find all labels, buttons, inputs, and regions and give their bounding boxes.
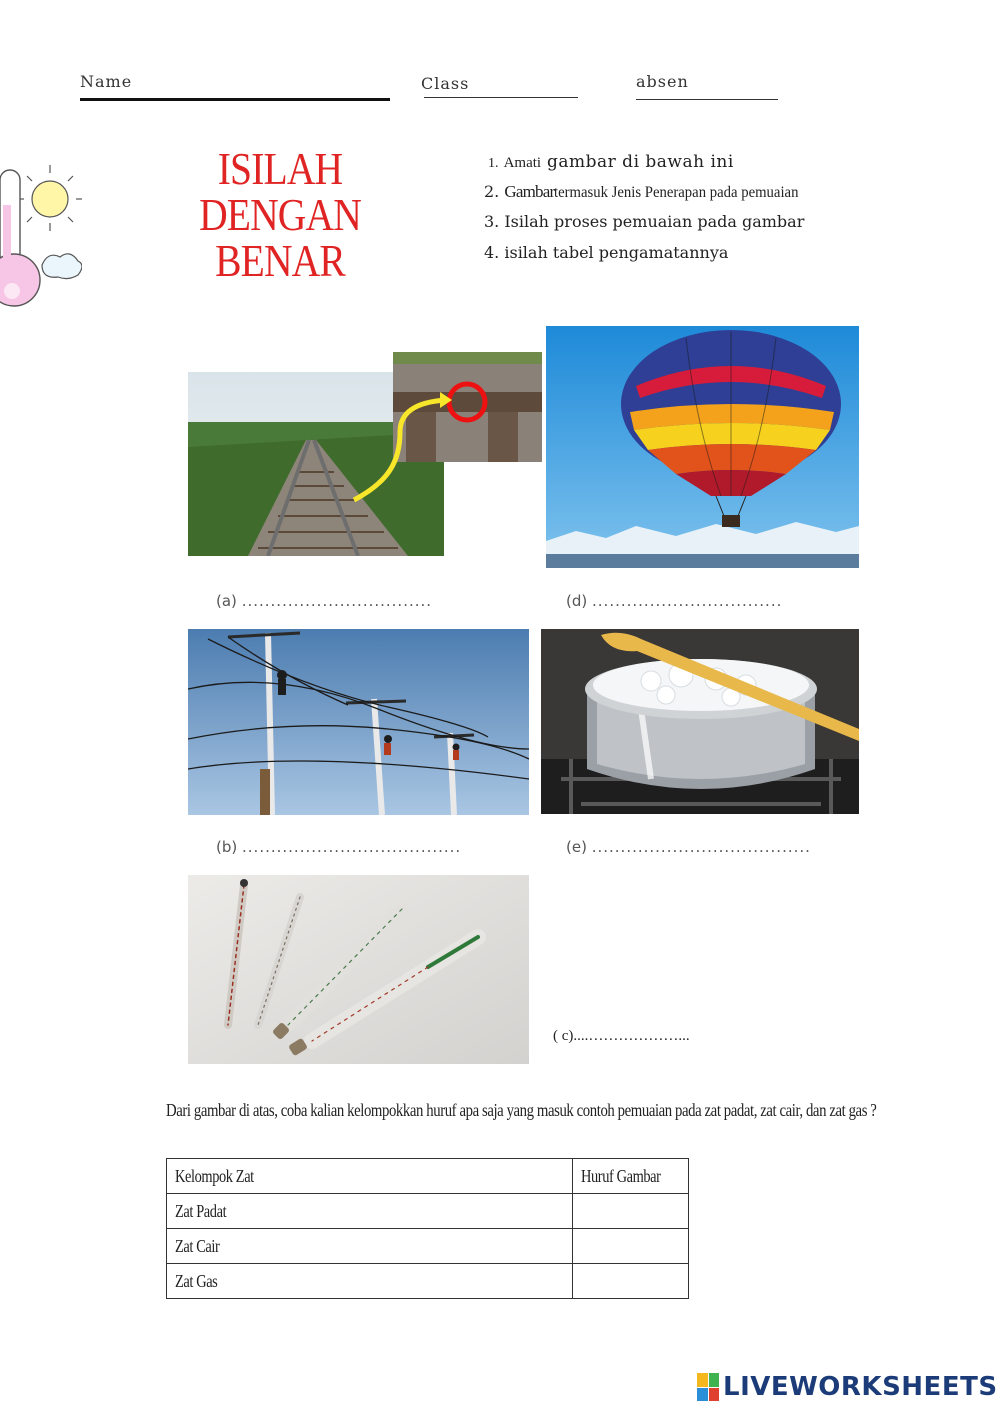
table-header-huruf [572, 1159, 688, 1194]
title-line-2: DENGAN [199, 189, 361, 240]
liveworksheets-brand [697, 1372, 998, 1402]
caption-b [216, 838, 461, 856]
class-input-line[interactable] [424, 97, 578, 98]
instruction-1 [488, 152, 734, 172]
table-cell-zat-padat: Zat Padat [175, 1200, 227, 1221]
instruction-2-lead: Gambar [504, 182, 555, 201]
absen-input-line[interactable] [636, 99, 778, 100]
title-line-1: ISILAH [217, 143, 343, 194]
power-lines-photo [188, 629, 529, 815]
table-cell-zat-gas: Zat Gas [175, 1270, 218, 1291]
table-cell-zat [167, 1264, 573, 1299]
caption-e-label: (e) [566, 838, 587, 856]
caption-a-blank[interactable]: ................................. [241, 592, 433, 610]
caption-e [566, 838, 811, 856]
instruction-2 [484, 182, 820, 202]
instruction-1-text: gambar di bawah ini [541, 152, 734, 172]
hot-air-balloon-photo [546, 326, 859, 568]
caption-a-label: (a) [216, 592, 237, 610]
instruction-1-lead: Amati [503, 155, 542, 171]
caption-c [553, 1028, 690, 1045]
title-line-3: BENAR [215, 235, 345, 286]
name-label: Name [80, 72, 133, 91]
table-header-row [167, 1159, 689, 1194]
caption-b-label: (b) [216, 838, 238, 856]
liveworksheets-logo-icon [697, 1373, 719, 1401]
absen-label: absen [636, 72, 689, 91]
table-cell-zat-cair: Zat Cair [175, 1235, 220, 1256]
instruction-2-num: 2. [484, 182, 500, 201]
name-input-line[interactable] [80, 98, 390, 101]
table-row [167, 1229, 689, 1264]
caption-d-label: (d) [566, 592, 588, 610]
observation-table [166, 1158, 689, 1299]
table-header-kelompok [167, 1159, 573, 1194]
table-header-kelompok-text: Kelompok Zat [175, 1165, 254, 1186]
caption-d-blank[interactable]: ................................. [592, 592, 783, 610]
grouping-question: Dari gambar di atas, coba kalian kelompokkan huruf apa saja yang masuk contoh pemuaian pada zat padat, zat cair, dan zat gas ? [166, 1100, 877, 1120]
table-cell-zat [167, 1229, 573, 1264]
caption-b-blank[interactable]: ...................................... [242, 838, 462, 856]
instruction-4 [484, 243, 728, 262]
class-label: Class [421, 74, 470, 93]
caption-c-label: ( c) [553, 1028, 574, 1044]
table-cell-zat [167, 1194, 573, 1229]
boiling-pot-photo [541, 629, 859, 814]
brand-name: LIVEWORKSHEETS [723, 1372, 998, 1402]
instruction-3-num: 3. [484, 212, 500, 231]
caption-c-blank[interactable]: ....………………... [573, 1028, 690, 1044]
table-cell-answer-padat[interactable] [572, 1194, 688, 1229]
thermometers-photo [188, 875, 529, 1064]
page-title [185, 143, 374, 286]
table-header-huruf-text: Huruf Gambar [580, 1165, 661, 1186]
instruction-4-text: isilah tabel pengamatannya [504, 243, 729, 262]
caption-d [566, 592, 782, 610]
instruction-2-text: termasuk Jenis Penerapan pada pemuaian [554, 184, 799, 201]
instruction-4-num: 4. [484, 243, 500, 262]
table-row [167, 1264, 689, 1299]
instruction-3-text: Isilah proses pemuaian pada gambar [504, 212, 805, 231]
table-cell-answer-cair[interactable] [572, 1229, 688, 1264]
table-cell-answer-gas[interactable] [572, 1264, 688, 1299]
railway-track-photo [188, 352, 542, 556]
table-row [167, 1194, 689, 1229]
thermometer-sun-icon [0, 165, 82, 315]
caption-e-blank[interactable]: ...................................... [591, 838, 811, 856]
instruction-1-num: 1. [488, 156, 499, 171]
caption-a [216, 592, 432, 610]
instruction-3 [484, 212, 804, 231]
